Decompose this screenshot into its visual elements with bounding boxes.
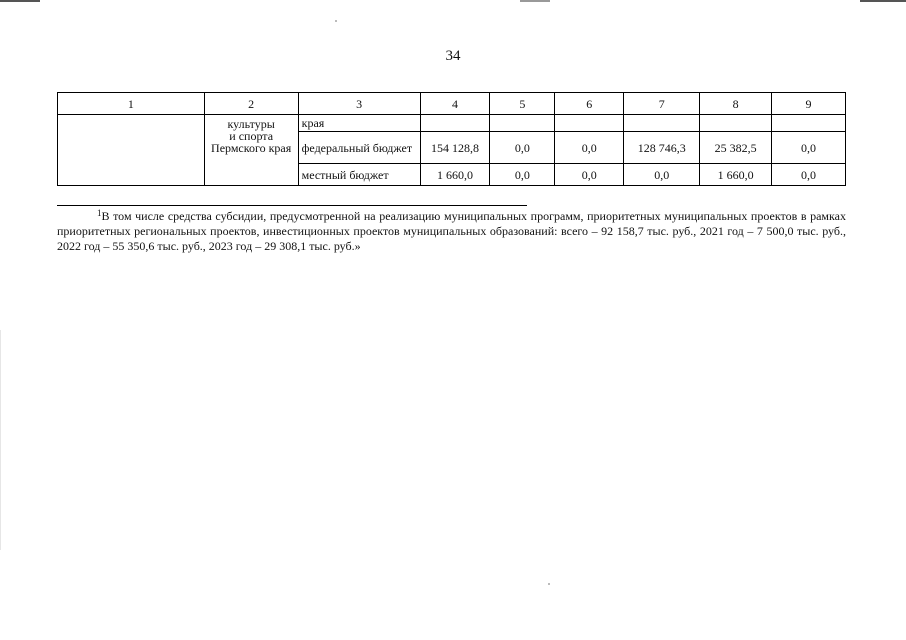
- footnote-marker: 1: [97, 208, 102, 218]
- organization-cell: [204, 115, 298, 186]
- funding-source: местный бюджет: [298, 164, 420, 186]
- header-row: [58, 93, 846, 115]
- funding-source: края: [298, 115, 420, 132]
- value-cell: 1 660,0: [700, 164, 772, 186]
- value-cell: 0,0: [490, 164, 555, 186]
- scan-mark: [860, 0, 906, 2]
- column-number: 1: [58, 93, 205, 115]
- footnote-text: В том числе средства субсидии, предусмотренной на реализацию муниципальных программ, приоритетных муниципальных проектов в рамках приоритетных региональных проектов, инвестиционных проектов муниципальных образований: всего – 92 158,7 тыс. руб., 2021 год – 7 500,0 тыс. руб., 2022 год – 55 350,6 тыс. руб., 2023 год – 29 308,1 тыс. руб.»: [57, 209, 846, 253]
- value-cell: 0,0: [624, 164, 700, 186]
- value-cell: 128 746,3: [624, 132, 700, 164]
- empty-cell: [58, 115, 205, 186]
- organization-line: Пермского края: [211, 141, 292, 155]
- value-cell: 0,0: [555, 132, 624, 164]
- value-cell: 25 382,5: [700, 132, 772, 164]
- value-cell: 0,0: [490, 132, 555, 164]
- value-cell: 1 660,0: [420, 164, 490, 186]
- column-number: 5: [490, 93, 555, 115]
- value-cell: [624, 115, 700, 132]
- scan-speck: [335, 20, 337, 22]
- value-cell: [772, 115, 846, 132]
- column-number: 2: [204, 93, 298, 115]
- column-number: 8: [700, 93, 772, 115]
- column-number: 7: [624, 93, 700, 115]
- value-cell: [490, 115, 555, 132]
- value-cell: 0,0: [555, 164, 624, 186]
- organization-line: и спорта: [229, 129, 274, 143]
- value-cell: 0,0: [772, 164, 846, 186]
- scan-speck: [548, 583, 550, 585]
- table-row: [58, 115, 846, 132]
- column-number: 4: [420, 93, 490, 115]
- funding-source: федеральный бюджет: [298, 132, 420, 164]
- column-number: 9: [772, 93, 846, 115]
- value-cell: [700, 115, 772, 132]
- page-number: 34: [445, 48, 461, 64]
- scan-mark: [520, 0, 550, 2]
- scan-mark: [0, 0, 40, 2]
- budget-table: [57, 92, 846, 186]
- value-cell: [420, 115, 490, 132]
- scan-left-edge: [0, 330, 1, 550]
- footnote: [57, 209, 846, 254]
- value-cell: 0,0: [772, 132, 846, 164]
- value-cell: 154 128,8: [420, 132, 490, 164]
- value-cell: [555, 115, 624, 132]
- scan-top-edge: [0, 0, 906, 3]
- organization-line: культуры: [227, 117, 275, 131]
- column-number: 6: [555, 93, 624, 115]
- column-number: 3: [298, 93, 420, 115]
- footnote-rule: [57, 205, 527, 206]
